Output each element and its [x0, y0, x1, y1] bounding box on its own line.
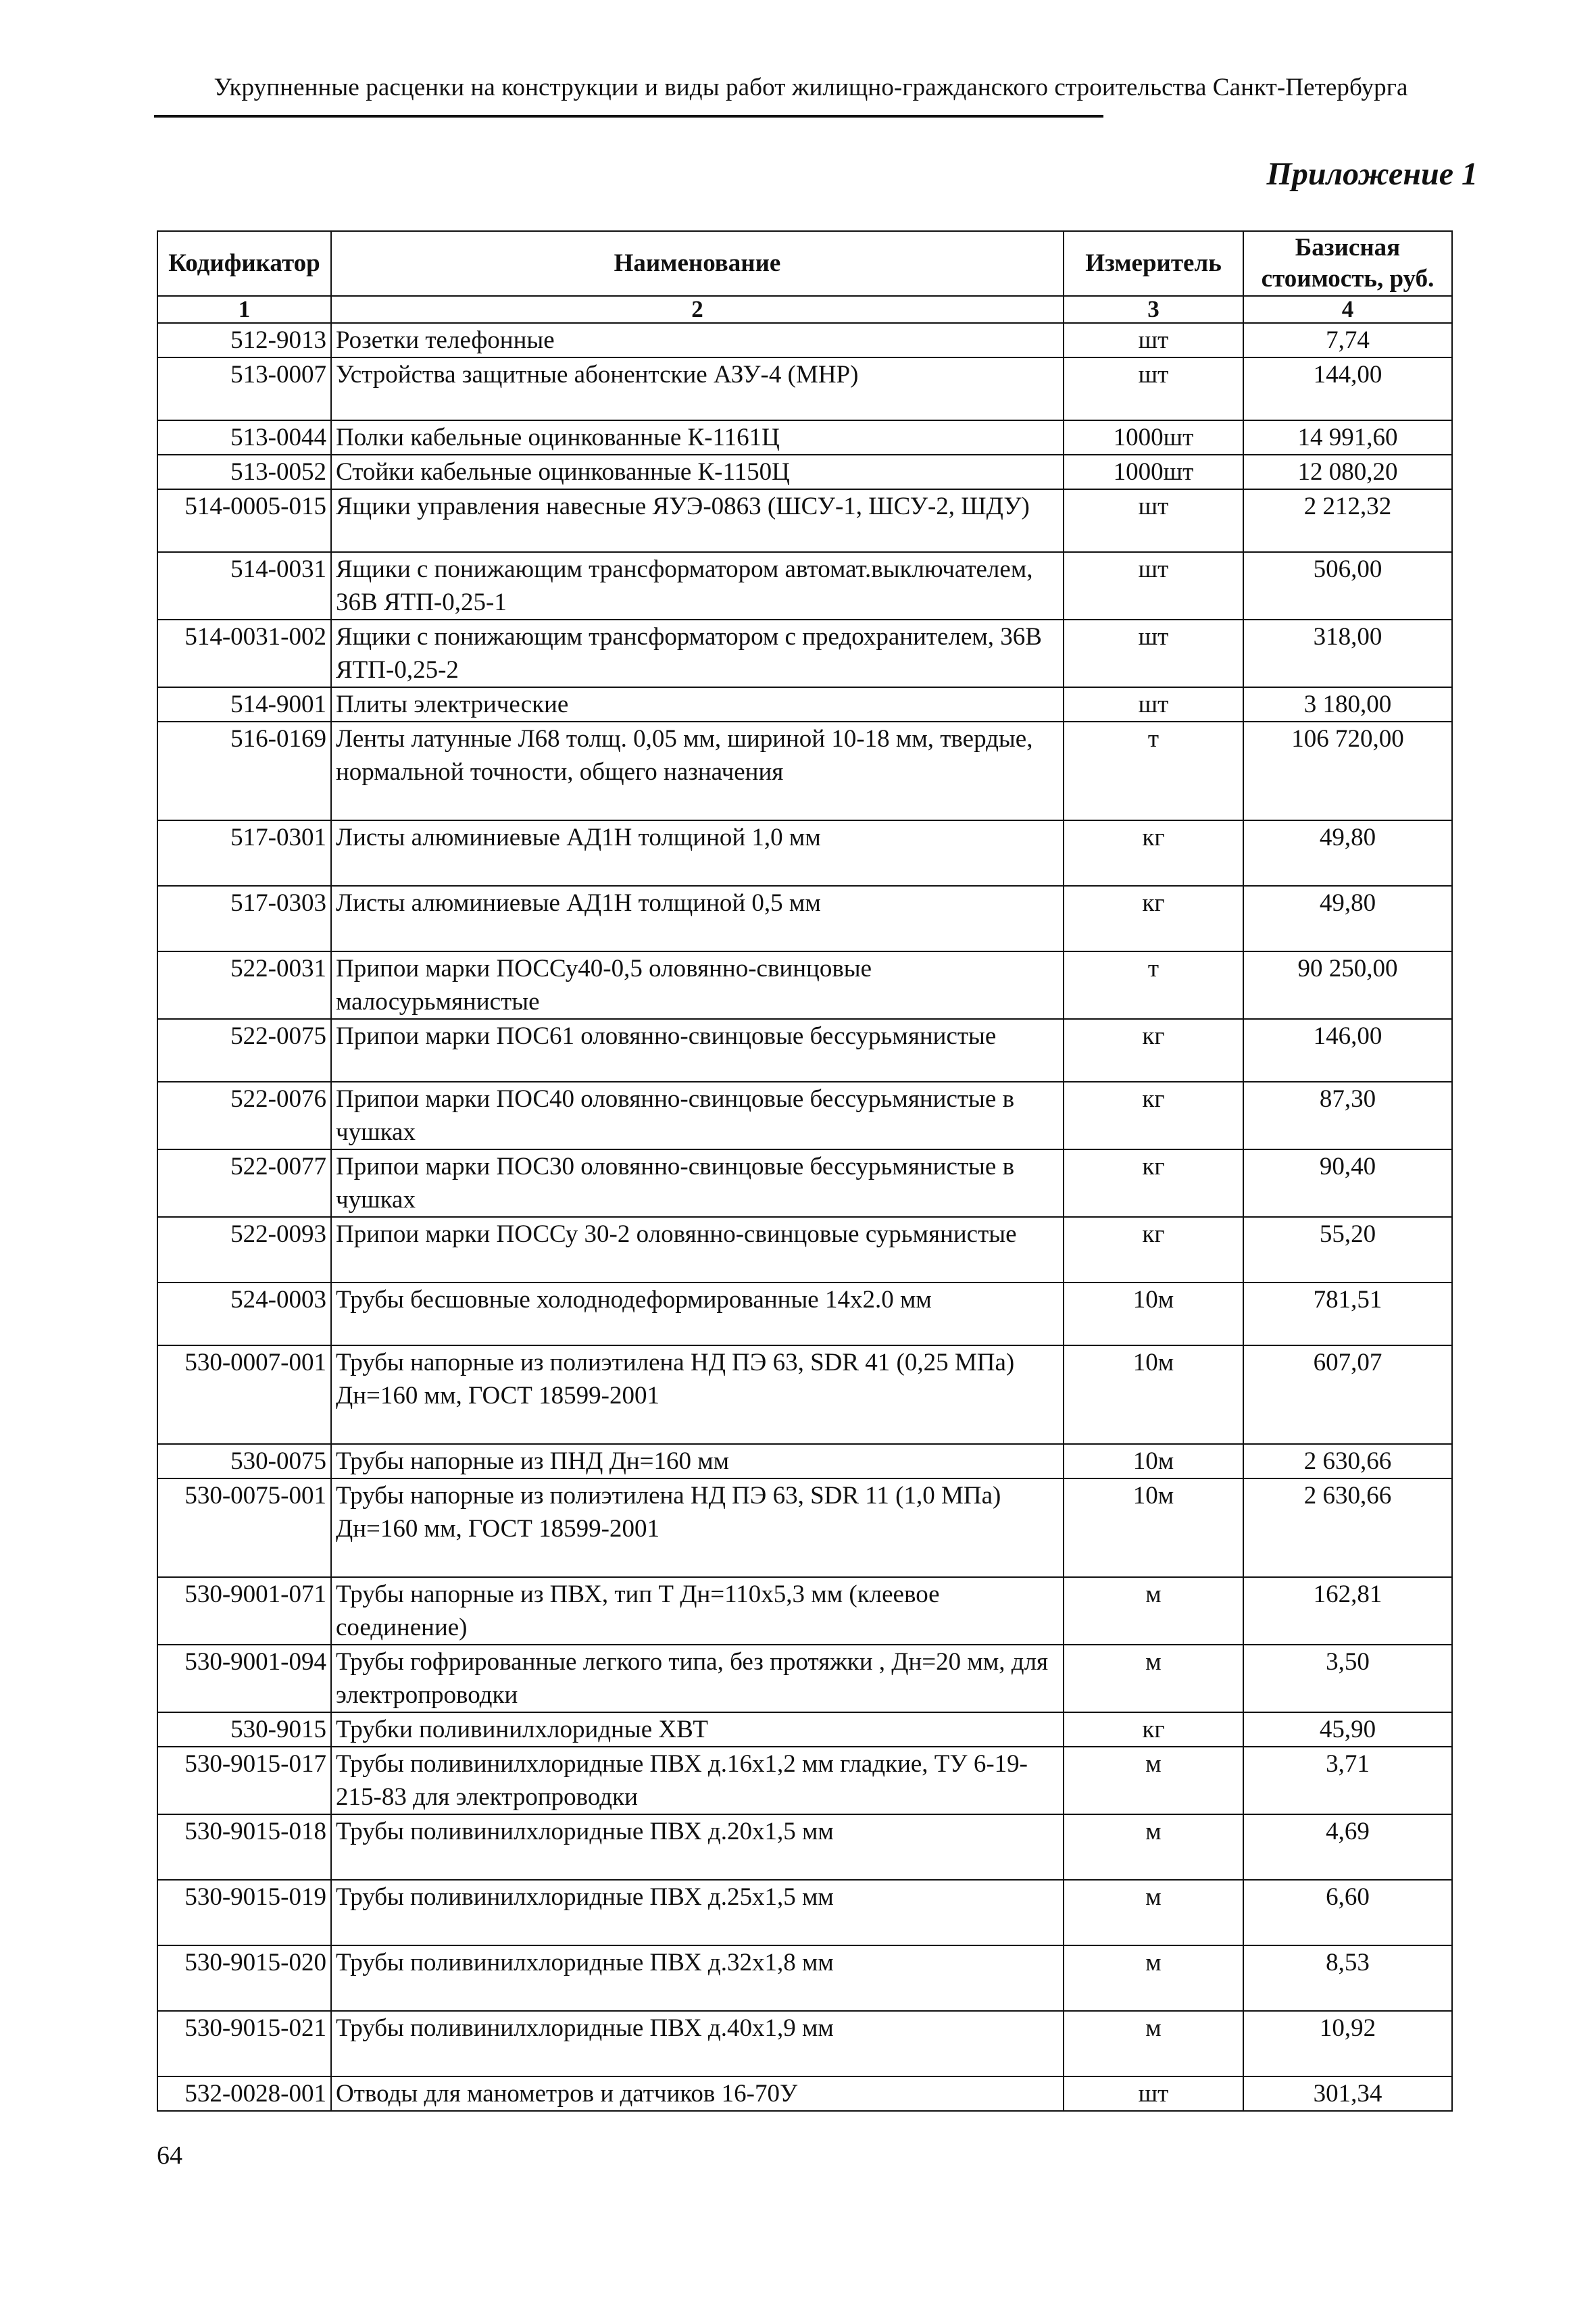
table-cell-price: 3 180,00 — [1243, 687, 1452, 722]
table-row — [157, 489, 1452, 552]
table-cell-name: Ящики управления навесные ЯУЭ-0863 (ШСУ-1, ШСУ-2, ШДУ) — [331, 489, 1064, 552]
table-cell-price: 6,60 — [1243, 1880, 1452, 1945]
table-row — [157, 820, 1452, 886]
table-cell-unit: кг — [1064, 1712, 1243, 1747]
table-body — [157, 323, 1452, 2111]
column-number-row — [157, 296, 1452, 323]
table-header-row — [157, 231, 1452, 296]
table-row — [157, 1577, 1452, 1645]
table-cell-code: 530-0075 — [157, 1444, 331, 1478]
table-cell-name: Припои марки ПОССу 30-2 оловянно-свинцовые сурьмянистые — [331, 1217, 1064, 1283]
table-cell-unit: м — [1064, 1577, 1243, 1645]
table-row — [157, 420, 1452, 455]
table-cell-name: Трубы поливинилхлоридные ПВХ д.20х1,5 мм — [331, 1814, 1064, 1880]
col-number: 1 — [157, 296, 331, 323]
table-cell-unit: шт — [1064, 357, 1243, 420]
table-cell-price: 45,90 — [1243, 1712, 1452, 1747]
table-cell-unit: кг — [1064, 1149, 1243, 1217]
table-cell-unit: м — [1064, 2011, 1243, 2076]
table-cell-code: 532-0028-001 — [157, 2076, 331, 2111]
table-cell-price: 318,00 — [1243, 620, 1452, 687]
table-row — [157, 1645, 1452, 1712]
table-cell-code: 530-9015 — [157, 1712, 331, 1747]
table-cell-price: 7,74 — [1243, 323, 1452, 357]
table-cell-price: 90,40 — [1243, 1149, 1452, 1217]
table-cell-price: 12 080,20 — [1243, 455, 1452, 489]
table-cell-name: Трубы бесшовные холоднодеформированные 14х2.0 мм — [331, 1283, 1064, 1345]
table-cell-unit: кг — [1064, 1217, 1243, 1283]
table-row — [157, 620, 1452, 687]
table-cell-name: Полки кабельные оцинкованные К-1161Ц — [331, 420, 1064, 455]
table-cell-unit: т — [1064, 722, 1243, 820]
table-cell-code: 512-9013 — [157, 323, 331, 357]
col-header-code: Кодификатор — [157, 231, 331, 296]
table-cell-unit: шт — [1064, 687, 1243, 722]
table-row — [157, 1747, 1452, 1814]
table-cell-price: 3,71 — [1243, 1747, 1452, 1814]
table-cell-unit: кг — [1064, 1082, 1243, 1149]
table-cell-code: 517-0303 — [157, 886, 331, 951]
table-cell-code: 530-9001-094 — [157, 1645, 331, 1712]
table-cell-name: Ленты латунные Л68 толщ. 0,05 мм, шириной 10-18 мм, твердые, нормальной точности, общего назначения — [331, 722, 1064, 820]
table-cell-price: 106 720,00 — [1243, 722, 1452, 820]
table-cell-name: Розетки телефонные — [331, 323, 1064, 357]
table-cell-code: 522-0093 — [157, 1217, 331, 1283]
table-cell-unit: 10м — [1064, 1345, 1243, 1444]
table-cell-code: 514-0005-015 — [157, 489, 331, 552]
table-cell-name: Стойки кабельные оцинкованные К-1150Ц — [331, 455, 1064, 489]
table-cell-unit: кг — [1064, 886, 1243, 951]
table-cell-unit: кг — [1064, 1019, 1243, 1082]
table-row — [157, 1082, 1452, 1149]
table-cell-name: Трубы напорные из полиэтилена НД ПЭ 63, SDR 11 (1,0 МПа) Дн=160 мм, ГОСТ 18599-2001 — [331, 1478, 1064, 1577]
col-header-unit: Измеритель — [1064, 231, 1243, 296]
table-cell-name: Трубы поливинилхлоридные ПВХ д.16х1,2 мм гладкие, ТУ 6-19-215-83 для электропроводки — [331, 1747, 1064, 1814]
table-cell-unit: 10м — [1064, 1283, 1243, 1345]
table-cell-code: 517-0301 — [157, 820, 331, 886]
table-cell-code: 513-0052 — [157, 455, 331, 489]
table-cell-unit: м — [1064, 1747, 1243, 1814]
table-cell-price: 55,20 — [1243, 1217, 1452, 1283]
table-cell-price: 781,51 — [1243, 1283, 1452, 1345]
table-cell-price: 10,92 — [1243, 2011, 1452, 2076]
table-row — [157, 2076, 1452, 2111]
table-cell-name: Припои марки ПОССу40-0,5 оловянно-свинцовые малосурьмянистые — [331, 951, 1064, 1019]
col-number: 2 — [331, 296, 1064, 323]
table-cell-price: 3,50 — [1243, 1645, 1452, 1712]
table-cell-unit: шт — [1064, 620, 1243, 687]
table-cell-unit: кг — [1064, 820, 1243, 886]
table-row — [157, 1283, 1452, 1345]
table-cell-name: Трубы напорные из ПВХ, тип Т Дн=110х5,3 мм (клеевое соединение) — [331, 1577, 1064, 1645]
table-cell-price: 301,34 — [1243, 2076, 1452, 2111]
table-cell-name: Трубы поливинилхлоридные ПВХ д.32х1,8 мм — [331, 1945, 1064, 2011]
table-cell-unit: т — [1064, 951, 1243, 1019]
table-cell-price: 90 250,00 — [1243, 951, 1452, 1019]
table-cell-name: Плиты электрические — [331, 687, 1064, 722]
table-row — [157, 1814, 1452, 1880]
table-row — [157, 552, 1452, 620]
table-cell-name: Припои марки ПОС40 оловянно-свинцовые бессурьмянистые в чушках — [331, 1082, 1064, 1149]
table-cell-unit: шт — [1064, 2076, 1243, 2111]
table-cell-price: 4,69 — [1243, 1814, 1452, 1880]
table-cell-price: 87,30 — [1243, 1082, 1452, 1149]
table-row — [157, 1880, 1452, 1945]
table-cell-price: 162,81 — [1243, 1577, 1452, 1645]
table-row — [157, 1478, 1452, 1577]
table-cell-code: 530-0007-001 — [157, 1345, 331, 1444]
table-cell-unit: м — [1064, 1645, 1243, 1712]
table-cell-name: Припои марки ПОС30 оловянно-свинцовые бессурьмянистые в чушках — [331, 1149, 1064, 1217]
table-cell-code: 530-9001-071 — [157, 1577, 331, 1645]
table-cell-price: 146,00 — [1243, 1019, 1452, 1082]
table-cell-code: 522-0077 — [157, 1149, 331, 1217]
table-cell-price: 8,53 — [1243, 1945, 1452, 2011]
table-row — [157, 1149, 1452, 1217]
table-cell-code: 530-9015-021 — [157, 2011, 331, 2076]
table-cell-code: 514-0031 — [157, 552, 331, 620]
table-row — [157, 687, 1452, 722]
table-row — [157, 951, 1452, 1019]
col-number: 4 — [1243, 296, 1452, 323]
table-cell-code: 530-9015-019 — [157, 1880, 331, 1945]
table-cell-name: Трубы поливинилхлоридные ПВХ д.25х1,5 мм — [331, 1880, 1064, 1945]
table-row — [157, 357, 1452, 420]
table-cell-name: Листы алюминиевые АД1Н толщиной 0,5 мм — [331, 886, 1064, 951]
table-cell-code: 516-0169 — [157, 722, 331, 820]
table-cell-price: 49,80 — [1243, 820, 1452, 886]
table-cell-price: 2 630,66 — [1243, 1444, 1452, 1478]
table-cell-name: Трубы напорные из полиэтилена НД ПЭ 63, SDR 41 (0,25 МПа) Дн=160 мм, ГОСТ 18599-2001 — [331, 1345, 1064, 1444]
table-row — [157, 722, 1452, 820]
table-row — [157, 1712, 1452, 1747]
table-cell-name: Отводы для манометров и датчиков 16-70У — [331, 2076, 1064, 2111]
table-cell-name: Ящики с понижающим трансформатором с предохранителем, 36В ЯТП-0,25-2 — [331, 620, 1064, 687]
table-cell-name: Трубы поливинилхлоридные ПВХ д.40х1,9 мм — [331, 2011, 1064, 2076]
table-row — [157, 323, 1452, 357]
table-cell-unit: шт — [1064, 323, 1243, 357]
table-cell-name: Трубки поливинилхлоридные ХВТ — [331, 1712, 1064, 1747]
col-header-name: Наименование — [331, 231, 1064, 296]
table-row — [157, 1345, 1452, 1444]
table-cell-price: 2 630,66 — [1243, 1478, 1452, 1577]
table-cell-code: 522-0076 — [157, 1082, 331, 1149]
table-row — [157, 886, 1452, 951]
table-cell-name: Припои марки ПОС61 оловянно-свинцовые бессурьмянистые — [331, 1019, 1064, 1082]
table-row — [157, 1019, 1452, 1082]
table-cell-unit: 10м — [1064, 1444, 1243, 1478]
table-row — [157, 1945, 1452, 2011]
table-cell-unit: 1000шт — [1064, 420, 1243, 455]
running-header: Укрупненные расценки на конструкции и виды работ жилищно-гражданского строительства Санкт-Петербурга — [214, 74, 1408, 101]
table-cell-unit: 10м — [1064, 1478, 1243, 1577]
table-row — [157, 2011, 1452, 2076]
table-cell-unit: 1000шт — [1064, 455, 1243, 489]
table-cell-code: 530-9015-018 — [157, 1814, 331, 1880]
table-cell-price: 506,00 — [1243, 552, 1452, 620]
table-cell-code: 522-0031 — [157, 951, 331, 1019]
table-cell-name: Устройства защитные абонентские АЗУ-4 (МНР) — [331, 357, 1064, 420]
table-cell-unit: м — [1064, 1814, 1243, 1880]
table-cell-unit: м — [1064, 1880, 1243, 1945]
table-cell-name: Трубы напорные из ПНД Дн=160 мм — [331, 1444, 1064, 1478]
table-row — [157, 1217, 1452, 1283]
header-rule — [154, 115, 1103, 118]
price-table — [157, 230, 1453, 2112]
table-cell-code: 513-0007 — [157, 357, 331, 420]
table-cell-code: 514-9001 — [157, 687, 331, 722]
table-cell-price: 2 212,32 — [1243, 489, 1452, 552]
table-cell-price: 49,80 — [1243, 886, 1452, 951]
table-cell-code: 522-0075 — [157, 1019, 331, 1082]
col-header-price: Базисная стоимость, руб. — [1243, 231, 1452, 296]
table-cell-price: 144,00 — [1243, 357, 1452, 420]
table-cell-unit: м — [1064, 1945, 1243, 2011]
page-number: 64 — [157, 2141, 182, 2170]
table-cell-unit: шт — [1064, 552, 1243, 620]
table-cell-unit: шт — [1064, 489, 1243, 552]
table-cell-name: Трубы гофрированные легкого типа, без протяжки , Дн=20 мм, для электропроводки — [331, 1645, 1064, 1712]
table-row — [157, 455, 1452, 489]
col-number: 3 — [1064, 296, 1243, 323]
table-row — [157, 1444, 1452, 1478]
table-cell-name: Ящики с понижающим трансформатором автомат.выключателем, 36В ЯТП-0,25-1 — [331, 552, 1064, 620]
appendix-label: Приложение 1 — [1266, 156, 1478, 192]
table-cell-code: 530-9015-017 — [157, 1747, 331, 1814]
table-cell-code: 524-0003 — [157, 1283, 331, 1345]
table-cell-price: 607,07 — [1243, 1345, 1452, 1444]
table-cell-code: 530-9015-020 — [157, 1945, 331, 2011]
table-cell-code: 513-0044 — [157, 420, 331, 455]
table-cell-price: 14 991,60 — [1243, 420, 1452, 455]
table-cell-code: 530-0075-001 — [157, 1478, 331, 1577]
table-cell-code: 514-0031-002 — [157, 620, 331, 687]
table-cell-name: Листы алюминиевые АД1Н толщиной 1,0 мм — [331, 820, 1064, 886]
